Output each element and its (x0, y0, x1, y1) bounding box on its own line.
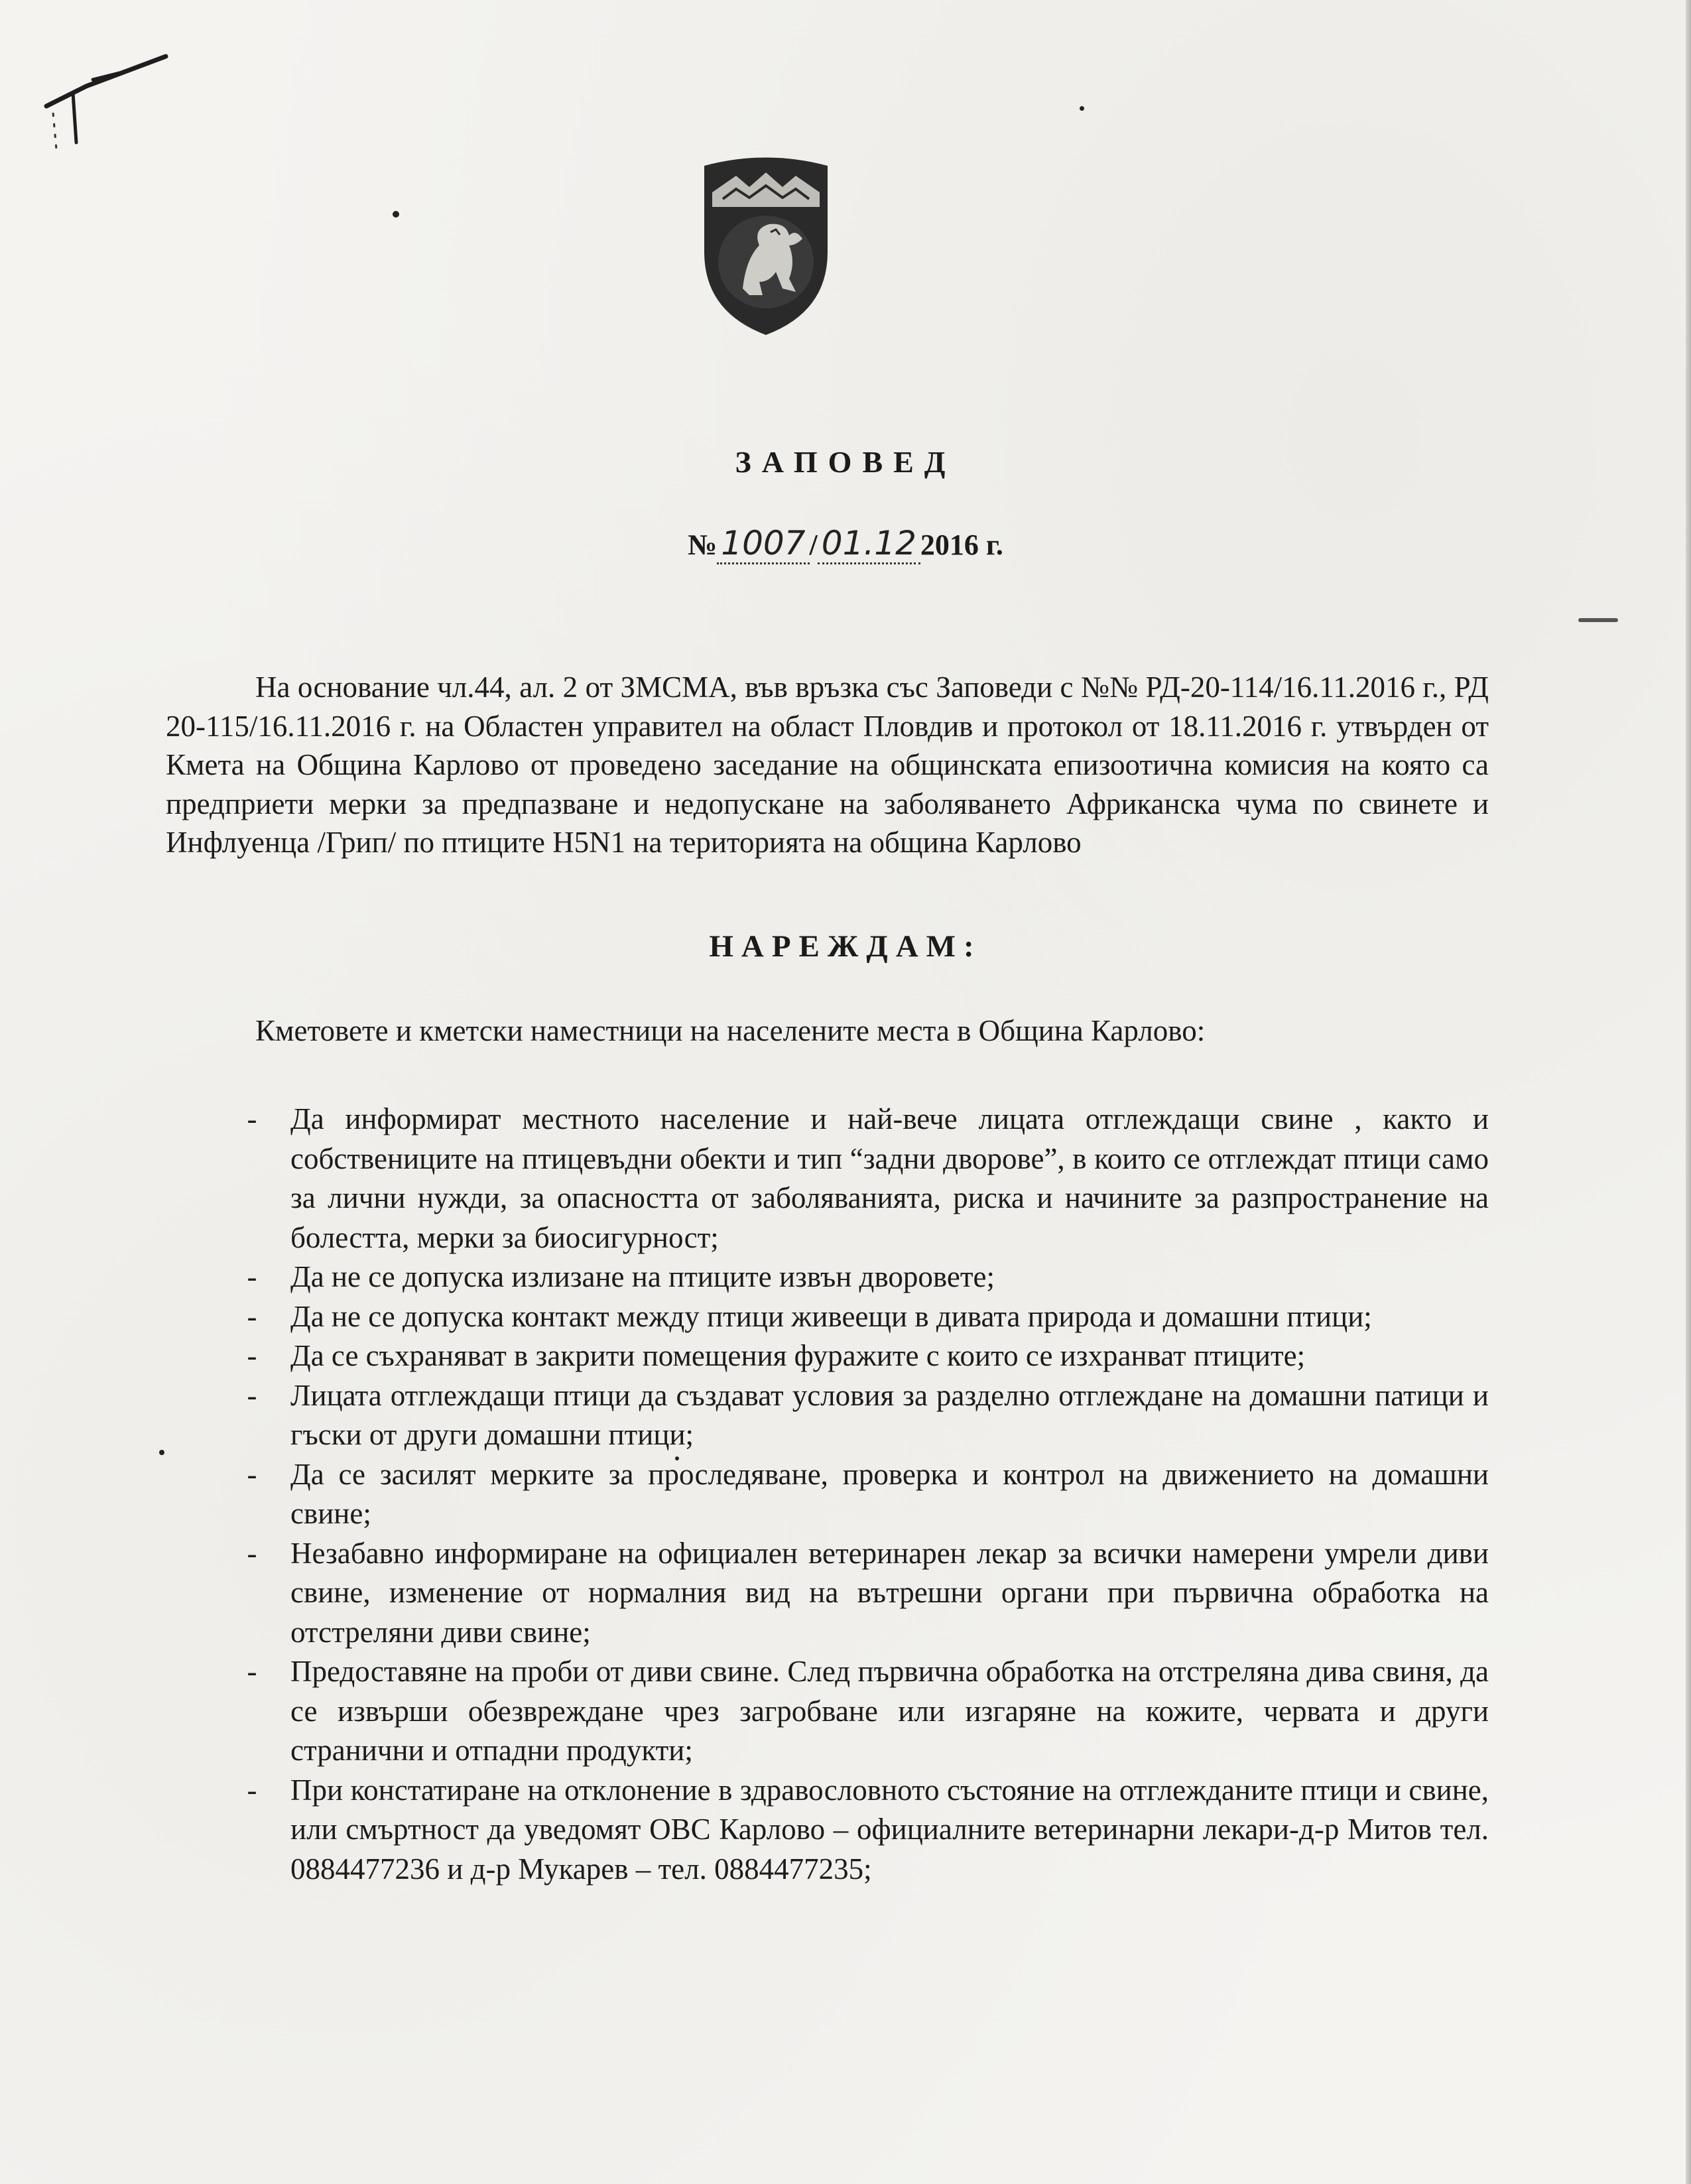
bullet-dash: - (247, 1102, 257, 1135)
scan-speck (393, 211, 399, 218)
number-separator: / (809, 529, 818, 561)
bullet-dash: - (247, 1457, 257, 1491)
list-item-text: Предоставяне на проби от диви свине. След първична обработка на отстреляна дива свиня, да се извърши обезвреждане чрез загробване или изгаряне на кожите, червата и други странични и отпадни продукти; (290, 1655, 1489, 1767)
list-item-text: Да не се допуска излизане на птиците извън дворовете; (290, 1260, 995, 1293)
handwritten-date: 01.12 (818, 524, 920, 564)
scan-speck (1578, 618, 1618, 622)
list-item (239, 1336, 1489, 1376)
bullet-dash: - (247, 1773, 257, 1807)
list-item (239, 1534, 1489, 1653)
scan-speck (159, 1450, 164, 1455)
list-item (239, 1652, 1489, 1771)
list-item-text: Да информират местното население и най-вече лицата отглеждащи свине , както и собствениците на птицевъдни обекти и тип “задни дворове”, в които се отглеждат птици само за лични нужди, за опасността от заболяванията, риска и начините за разпространение на болестта, мерки за биосигурност; (290, 1102, 1489, 1254)
bullet-dash: - (247, 1655, 257, 1688)
pen-scribble-icon (40, 27, 172, 172)
list-item-text: Незабавно информиране на официален ветеринарен лекар за всички намерени умрели диви свине, изменение от нормалния вид на вътрешни органи при първична обработка на отстреляни диви свине; (290, 1536, 1489, 1649)
handwritten-number: 1007 (717, 524, 809, 564)
list-item-text: Лицата отглеждащи птици да създават условия за разделно отглеждане на домашни патици и гъски от други домашни птици; (290, 1378, 1489, 1451)
list-item (239, 1297, 1489, 1337)
order-heading: НАРЕЖДАМ: (709, 929, 982, 964)
scan-speck (1080, 106, 1084, 111)
number-prefix: № (688, 529, 718, 561)
list-item-text: Да се съхраняват в закрити помещения фуражите с които се изхранват птиците; (290, 1339, 1306, 1372)
list-item (239, 1257, 1489, 1297)
document-number-line (0, 524, 1691, 564)
measures-list (239, 1100, 1489, 1889)
preamble-paragraph: На основание чл.44, ал. 2 от ЗМСМА, във връзка със Заповеди с №№ РД-20-114/16.11.2016 г., РД 20-115/16.11.2016 г. на Областен управител на област Пловдив и протокол от 18.11.2016 г. утвърден от Кмета на Община Карлово от проведено заседание на общинската епизоотична комисия на която са предприети мерки за предпазване и недопускане на заболяването Африканска чума по свинете и Инфлуенца /Грип/ по птиците H5N1 на територията на община Карлово (166, 671, 1489, 859)
bullet-dash: - (247, 1378, 257, 1412)
bullet-dash: - (247, 1339, 257, 1372)
coat-of-arms-icon (696, 146, 836, 338)
document-title: ЗАПОВЕД (735, 445, 956, 479)
list-item-text: При констатиране на отклонение в здравословното състояние на отглежданите птици и свине, или смъртност да уведомят ОВС Карлово – официалните ветеринарни лекари-д-р Митов тел. 0884477236 и д-р Мукарев – тел. 0884477235; (290, 1773, 1489, 1886)
bullet-dash: - (247, 1536, 257, 1570)
year-suffix: 2016 г. (920, 529, 1003, 561)
addressee-line: Кметовете и кметски наместници на населените места в Община Карлово: (255, 1014, 1206, 1047)
bullet-dash: - (247, 1299, 257, 1333)
list-item-text: Да не се допуска контакт между птици живеещи в дивата природа и домашни птици; (290, 1299, 1372, 1333)
list-item (239, 1455, 1489, 1534)
list-item (239, 1376, 1489, 1455)
scan-edge (1686, 0, 1691, 2184)
list-item (239, 1100, 1489, 1257)
list-item-text: Да се засилят мерките за проследяване, проверка и контрол на движението на домашни свине; (290, 1457, 1489, 1530)
list-item (239, 1771, 1489, 1890)
bullet-dash: - (247, 1260, 257, 1293)
